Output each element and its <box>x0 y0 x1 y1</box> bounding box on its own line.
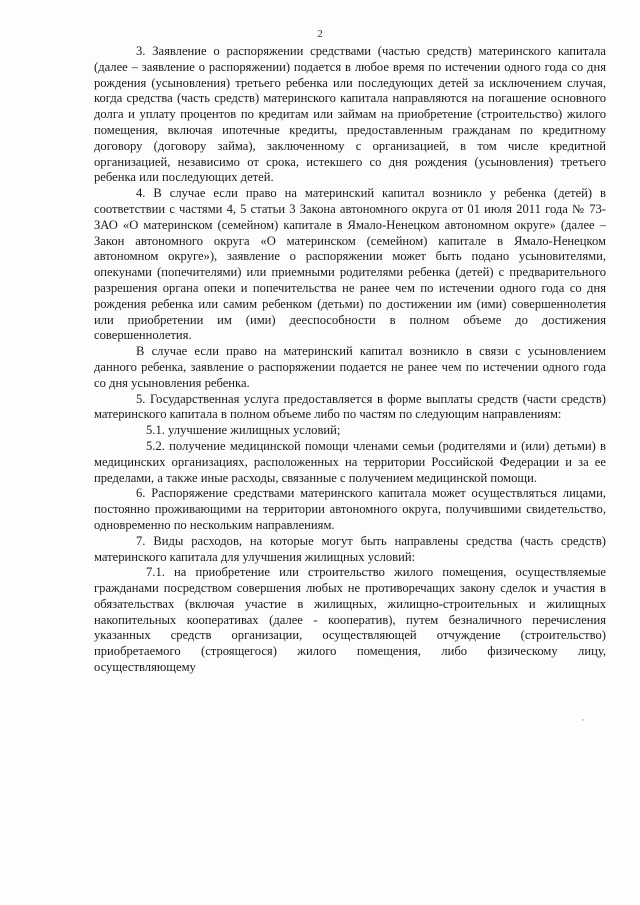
paragraph-4-adoption-case: В случае если право на материнский капитал возникло в связи с усыновлением данного ребенка, заявление о распоряжении подается не ранее чем по истечении одного года со дня усыновления ребенка. <box>94 344 606 390</box>
scan-mark: · <box>581 714 585 726</box>
document-body <box>94 44 606 676</box>
paragraph-7-expense-types: 7. Виды расходов, на которые могут быть направлены средства (часть средств) материнского капитала для улучшения жилищных условий: <box>94 533 606 564</box>
paragraph-5-2-medical: 5.2. получение медицинской помощи членами семьи (родителями и (или) детьми) в медицинских организациях, расположенных на территории Российской Федерации и за ее пределами, а также иные расходы, связанные с получением медицинской помощи. <box>94 438 606 485</box>
paragraph-4-adoptive-parents: 4. В случае если право на материнский капитал возникло у ребенка (детей) в соответствии с частями 4, 5 статьи 3 Закона автономного округа от 01 июля 2011 года № 73-ЗАО «О материнском (семейном) капитале в Ямало-Ненецком автономном округе» (далее – Закон автономного округа «О материнском (семейном) капитале в Ямало-Ненецком автономном округе»), заявление о распоряжении может быть подано усыновителями, опекунами (попечителями) или приемными родителями ребенка (детей) с предварительного разрешения органа опеки и попечительства не ранее чем по истечении одного года со дня рождения ребенка или самим ребенком (детьми) по достижении им (ими) совершеннолетия или приобретении им (ими) дееспособности в полном объеме до достижения совершеннолетия. <box>94 186 606 343</box>
page-number: 2 <box>317 28 323 40</box>
paragraph-5-1-housing: 5.1. улучшение жилищных условий; <box>146 423 341 438</box>
paragraph-5-service-form: 5. Государственная услуга предоставляется в форме выплаты средств (части средств) материнского капитала в полном объеме либо по частям по следующим направлениям: <box>94 391 606 422</box>
paragraph-6-multiple-directions: 6. Распоряжение средствами материнского капитала может осуществляться лицами, постоянно проживающими на территории автономного округа, получившими свидетельство, одновременно по нескольким направлениям. <box>94 486 606 532</box>
paragraph-7-1-purchase-construction: 7.1. на приобретение или строительство жилого помещения, осуществляемые гражданами посредством совершения любых не противоречащих закону сделок и участия в обязательствах (включая участие в жилищных, жилищно-строительных и жилищных накопительных кооперативах (далее - кооператив), путем безналичного перечисления указанных средств организации, осуществляющей отчуждение (строительство) приобретаемого (строящегося) жилого помещения, либо физическому лицу, осуществляющему <box>94 565 606 675</box>
paragraph-3-application-timing: 3. Заявление о распоряжении средствами (частью средств) материнского капитала (далее – заявление о распоряжении) подается в любое время по истечении одного года со дня рождения (усыновления) третьего ребенка или последующих детей за исключением случая, когда средства (часть средств) материнского капитала направляются на погашение основного долга и уплату процентов по кредитам или займам на приобретение (строительство) жилого помещения, включая ипотечные кредиты, предоставленным гражданам по кредитному договору (договору займа), заключенному с организацией, в том числе кредитной организацией, независимо от срока, истекшего со дня рождения (усыновления) третьего ребенка или последующих детей. <box>94 44 606 185</box>
